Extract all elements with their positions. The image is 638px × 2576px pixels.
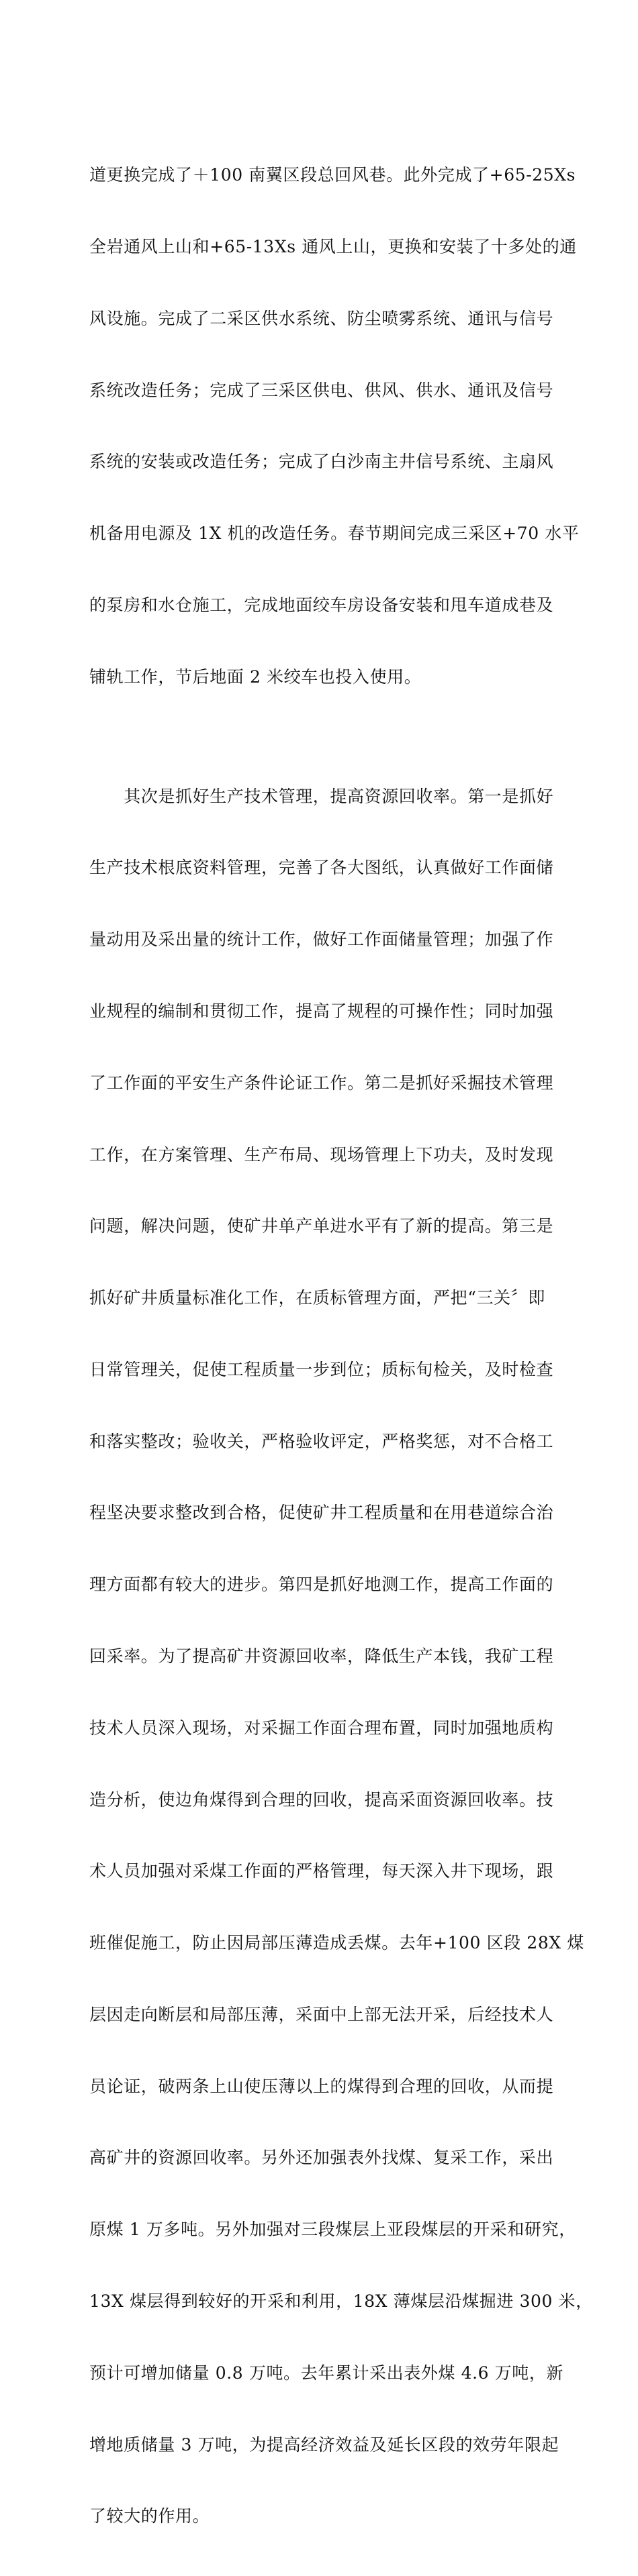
text-line: 回采率。为了提高矿井资源回收率，降低生产本钱，我矿工程 [89,1646,554,1666]
text-line: 抓好矿井质量标准化工作，在质标管理方面，严把“三关〞即 [89,1288,545,1308]
text-line: 造分析，使边角煤得到合理的回收，提高采面资源回收率。技 [89,1789,554,1810]
text-line: 的泵房和水仓施工，完成地面绞车房设备安装和甩车道成巷及 [89,595,554,615]
text-line: 道更换完成了＋100 南翼区段总回风巷。此外完成了+65-25Xs [89,165,576,185]
text-line: 风设施。完成了二采区供水系统、防尘喷雾系统、通讯与信号 [89,308,554,328]
text-line: 日常管理关，促使工程质量一步到位；质标旬检关，及时检查 [89,1359,554,1379]
text-line: 了较大的作用。 [89,2506,210,2526]
text-line: 员论证，破两条上山使压薄以上的煤得到合理的回收，从而提 [89,2076,554,2096]
text-line: 业规程的编制和贯彻工作，提高了规程的可操作性；同时加强 [89,1001,554,1021]
text-line: 机备用电源及 1X 机的改造任务。春节期间完成三采区+70 水平 [89,524,580,544]
text-line: 理方面都有较大的进步。第四是抓好地测工作，提高工作面的 [89,1575,554,1595]
text-line: 班催促施工，防止因局部压薄造成丢煤。去年+100 区段 28X 煤 [89,1933,584,1953]
paragraph-1 [89,115,580,736]
text-line: 预计可增加储量 0.8 万吨。去年累计采出表外煤 4.6 万吨，新 [89,2363,564,2383]
text-line: 和落实整改；验收关，严格验收评定，严格奖惩，对不合格工 [89,1431,554,1451]
text-line: 了工作面的平安生产条件论证工作。第二是抓好采掘技术管理 [89,1073,554,1093]
text-line: 全岩通风上山和+65-13Xs 通风上山，更换和安装了十多处的通 [89,236,577,256]
text-line: 技术人员深入现场，对采掘工作面合理布置，同时加强地质构 [89,1718,554,1738]
text-line: 13X 煤层得到较好的开采和利用，18X 薄煤层沿煤掘进 300 米， [89,2291,593,2312]
text-line: 其次是抓好生产技术管理，提高资源回收率。第一是抓好 [89,786,554,806]
text-line: 系统改造任务；完成了三采区供电、供风、供水、通讯及信号 [89,380,554,400]
text-line: 术人员加强对采煤工作面的严格管理，每天深入井下现场，跟 [89,1861,554,1881]
text-line: 增地质储量 3 万吨，为提高经济效益及延长区段的效劳年限起 [89,2434,559,2455]
text-line: 程坚决要求整改到合格，促使矿井工程质量和在用巷道综合治 [89,1503,554,1523]
document-body [89,115,593,2576]
text-line: 生产技术根底资料管理，完善了各大图纸，认真做好工作面储 [89,858,554,878]
text-line: 铺轨工作，节后地面 2 米绞车也投入使用。 [89,666,422,687]
text-line: 量动用及采出量的统计工作，做好工作面储量管理；加强了作 [89,930,554,950]
text-line: 原煤 1 万多吨。另外加强对三段煤层上亚段煤层的开采和研究， [89,2220,576,2240]
text-line: 问题，解决问题，使矿井单产单进水平有了新的提高。第三是 [89,1216,554,1236]
text-line: 层因走向断层和局部压薄，采面中上部无法开采，后经技术人 [89,2004,554,2024]
text-line: 高矿井的资源回收率。另外还加强表外找煤、复采工作，采出 [89,2148,554,2168]
text-line: 系统的安装或改造任务；完成了白沙南主井信号系统、主扇风 [89,452,554,472]
paragraph-2 [89,736,593,2576]
text-line: 工作，在方案管理、生产布局、现场管理上下功夫，及时发现 [89,1144,554,1165]
